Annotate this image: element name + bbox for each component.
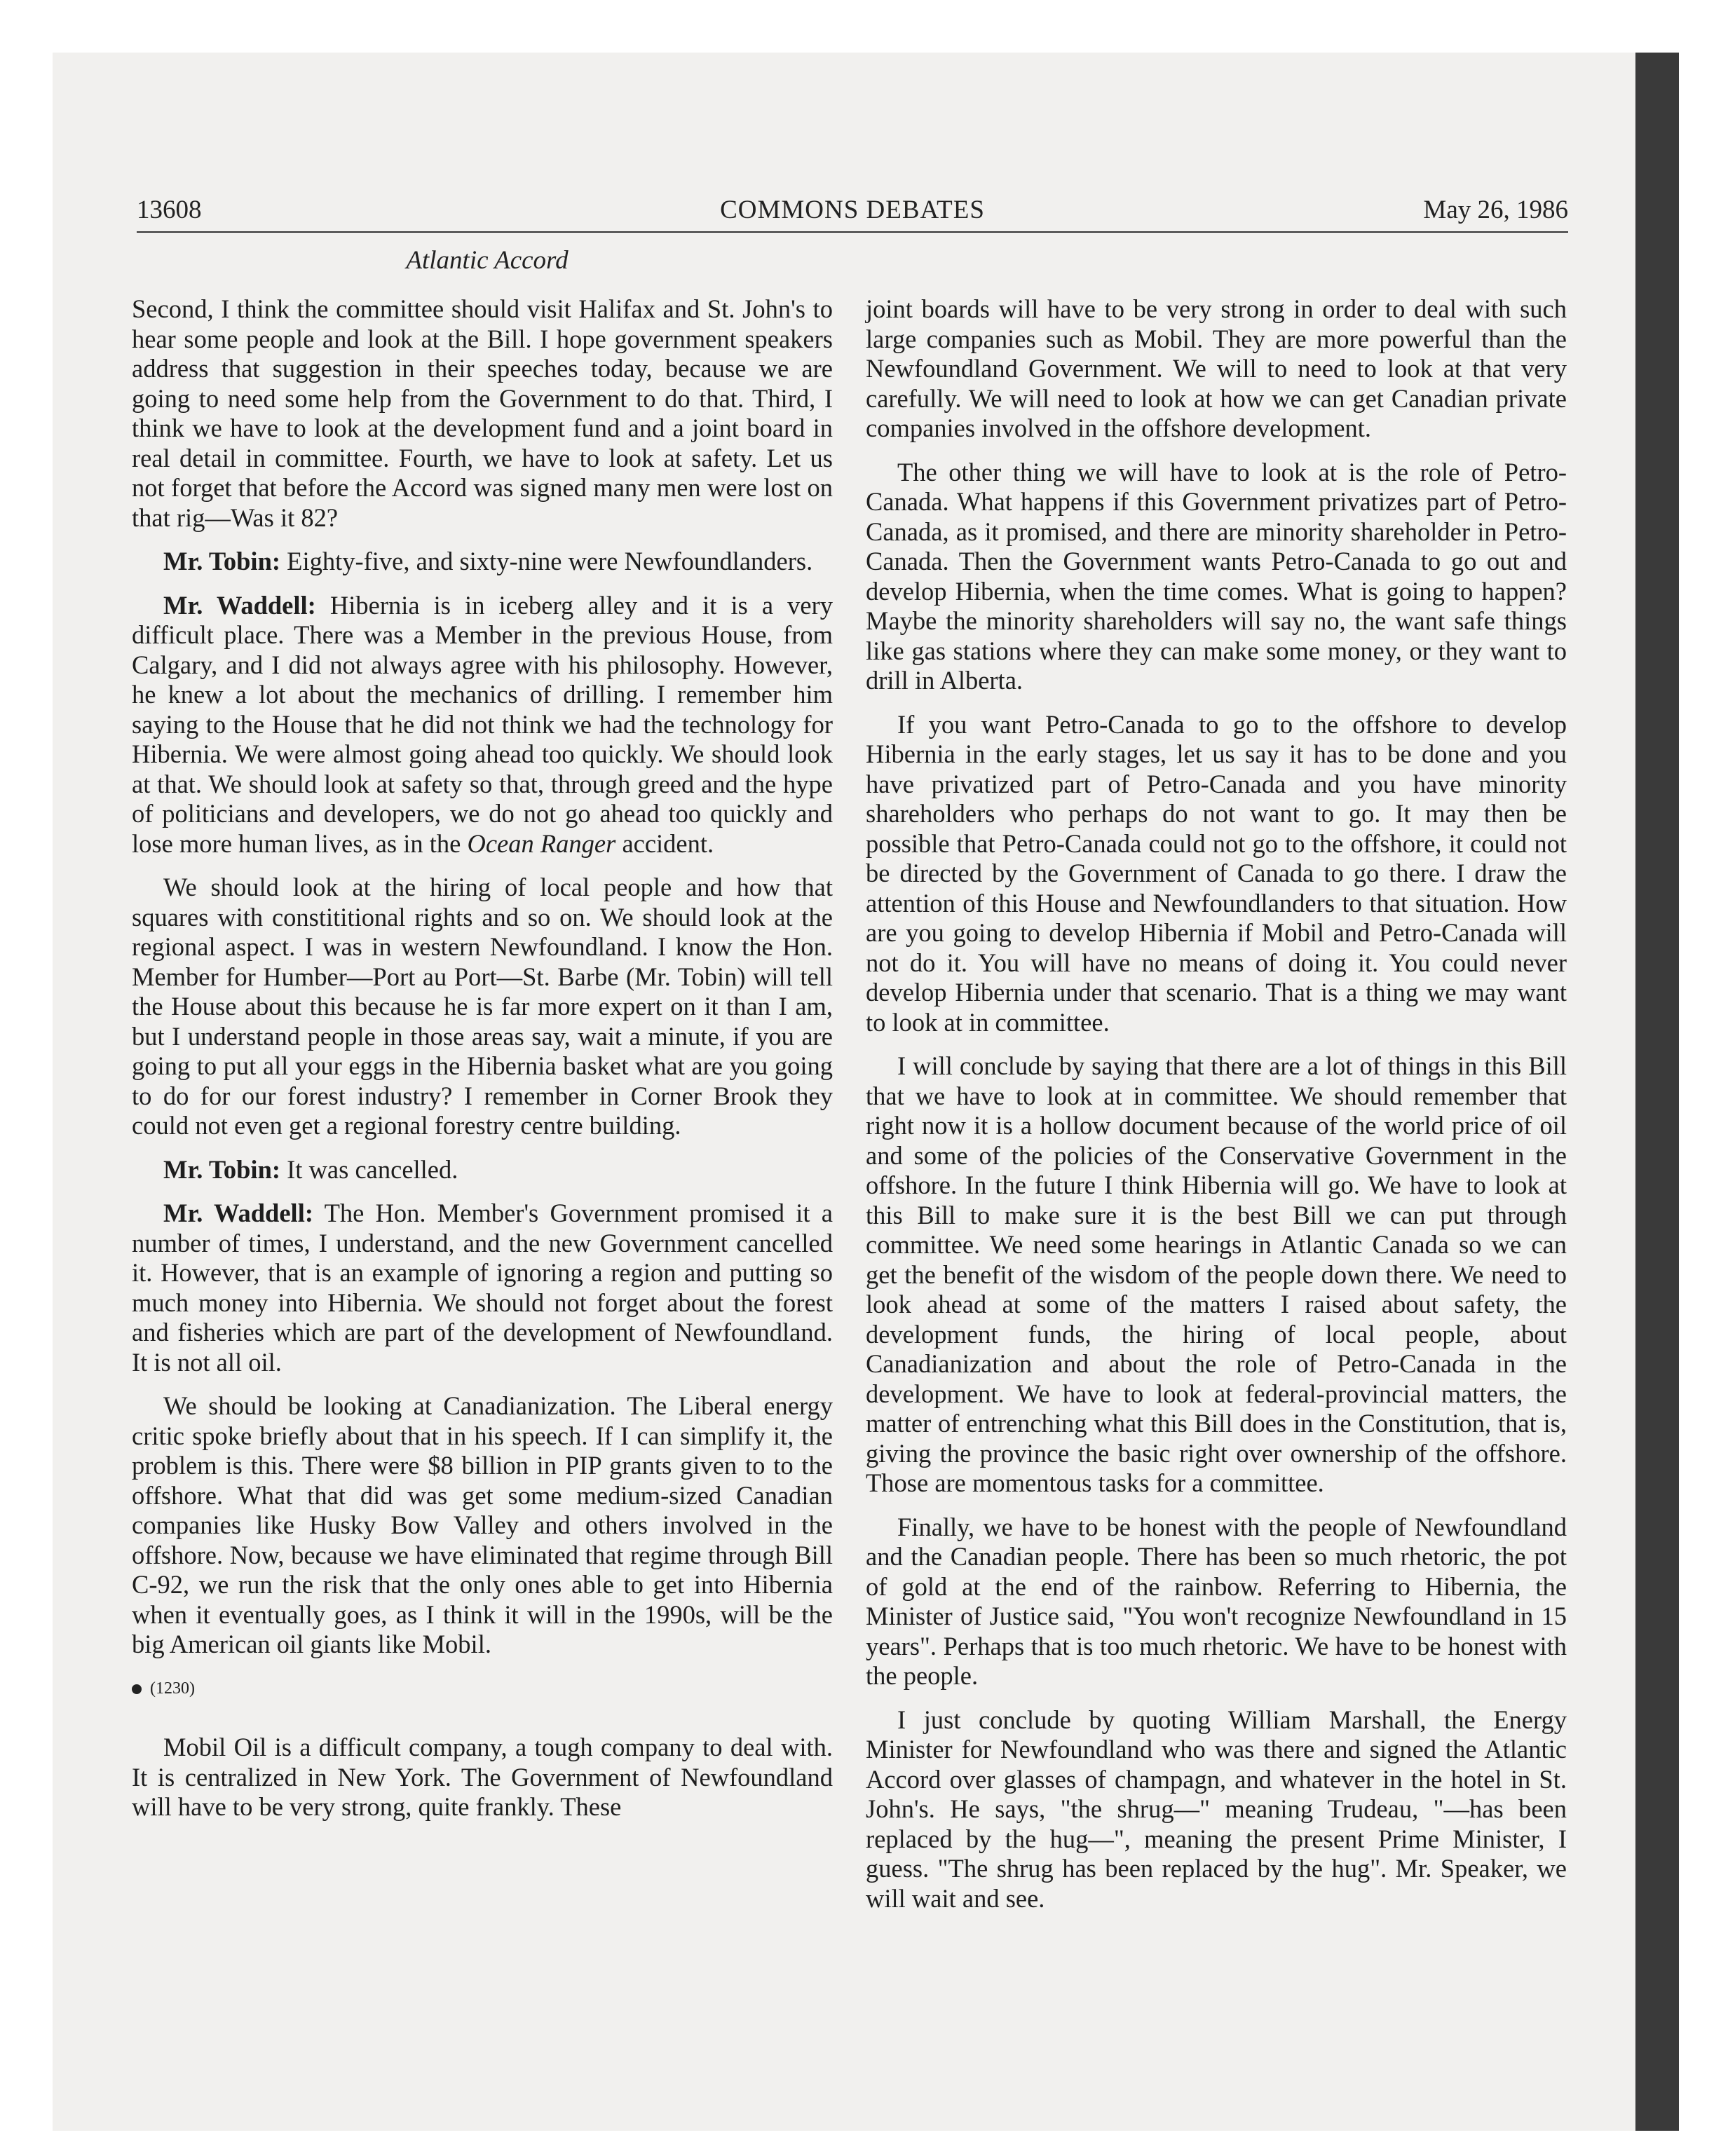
- speaker-name: Mr. Waddell:: [163, 1199, 313, 1227]
- speaker-name: Mr. Tobin:: [163, 1154, 281, 1184]
- paragraph: Second, I think the committee should visit Halifax and St. John's to hear some people and look at the Bill. I hope government speakers address that suggestion in their speeches today, because we are going to need some help from the Government to do that. Third, I think we have to look at the development fund and a joint board in real detail in committee. Fourth, we have to look at safety. Let us not forget that before the Accord was signed many men were lost on that rig—Was it 82?: [132, 294, 833, 532]
- timestamp: [132, 1674, 833, 1704]
- paragraph: I just conclude by quoting William Marshall, the Energy Minister for Newfoundland who was there and signed the Atlantic Accord over glasses of champagn, and whatever in the hotel in St. John's. He says, "the shrug—" meaning Trudeau, "—has been replaced by the hug—", meaning the present Prime Minister, I guess. "The shrug has been replaced by the hug". Mr. Speaker, we will wait and see.: [866, 1705, 1567, 1913]
- scan-edge-bar: [1635, 53, 1679, 2131]
- speaker-paragraph: [132, 1199, 833, 1377]
- speaker-paragraph: [132, 1155, 833, 1185]
- publication-title: COMMONS DEBATES: [720, 196, 985, 224]
- speaker-name: Mr. Waddell:: [163, 590, 316, 620]
- speaker-name: Mr. Tobin:: [163, 547, 281, 575]
- paragraph: We should look at the hiring of local people and how that squares with constititional rights and so on. We should look at the regional aspect. I was in western Newfoundland. I know the Hon. Member for Humber—Port au Port—St. Barbe (Mr. Tobin) will tell the House about this because he is far more expert on it than I am, but I understand people in those areas say, wait a minute, if you are going to put all your eggs in the Hibernia basket what are you going to do for our forest industry? I remember in Corner Brook they could not even get a regional forestry centre building.: [132, 873, 833, 1140]
- paragraph: If you want Petro-Canada to go to the offshore to develop Hibernia in the early stages, let us say it has to be done and you have privatized part of Petro-Canada and you have minority shareholders who perhaps do not want to go. It may then be possible that Petro-Canada could not go to the offshore, it could not be directed by the Government of Canada to go there. I draw the attention of this House and Newfoundlanders to that situation. How are you going to develop Hibernia if Mobil and Petro-Canada will not do it. You will have no means of doing it. You could never develop Hibernia under that scenario. That is a thing we may want to look at in committee.: [866, 709, 1567, 1037]
- paragraph: joint boards will have to be very strong in order to deal with such large companies such as Mobil. They are more powerful than the Newfoundland Government. We will to need to look at that very carefully. We will need to look at how we can get Canadian private companies involved in the offshore development.: [866, 294, 1567, 442]
- bullet-dot-icon: [132, 1684, 142, 1694]
- paragraph: We should be looking at Canadianization. The Liberal energy critic spoke briefly about that in his speech. If I can simplify it, the problem is this. There were $8 billion in PIP grants given to to the offshore. What that did was get some medium-sized Canadian companies like Husky Bow Valley and others involved in the offshore. Now, because we have eliminated that regime through Bill C-92, we run the risk that the only ones able to get into Hibernia when it eventually goes, as I think it will in the 1990s, will be the big American oil giants like Mobil.: [132, 1391, 833, 1658]
- page-number: 13608: [137, 196, 202, 224]
- paragraph: Finally, we have to be honest with the people of Newfoundland and the Canadian people. There has been so much rhetoric, the pot of gold at the end of the rainbow. Referring to Hibernia, the Minister of Justice said, "You won't recognize Newfoundland in 15 years". Perhaps that is too much rhetoric. We have to be honest with the people.: [866, 1512, 1567, 1690]
- speech-text: accident.: [615, 828, 714, 858]
- paragraph: I will conclude by saying that there are a lot of things in this Bill that we have to look at in committee. We should remember that right now it is a hollow document because of the world price of oil and some of the policies of the Conservative Government in the offshore. In the future I think Hibernia will go. We have to look at this Bill to make sure it is the best Bill we can put through committee. We need some hearings in Atlantic Canada so we can get the benefit of the wisdom of the people down there. We need to look ahead at some of the matters I raised about safety, the development funds, the hiring of local people, about Canadianization and about the role of Petro-Canada in the development. We have to look at federal-provincial matters, the matter of entrenching what this Bill does in the Constitution, that is, giving the province the basic right over ownership of the offshore. Those are momentous tasks for a committee.: [866, 1051, 1567, 1497]
- page-header: [137, 195, 1568, 233]
- right-column: [866, 294, 1567, 1928]
- speech-text: It was cancelled.: [280, 1154, 458, 1184]
- speech-text: Eighty-five, and sixty-nine were Newfoundlanders.: [280, 547, 813, 575]
- section-title: Atlantic Accord: [406, 246, 569, 275]
- speech-text: Hibernia is in iceberg alley and it is a very difficult place. There was a Member in the previous House, from Calgary, and I did not always agree with his philosophy. However, he knew a lot about the mechanics of drilling. I remember him saying to the House that he did not think we had the technology for Hibernia. We were almost going ahead too quickly. We should look at that. We should look at safety so that, through greed and the hype of politicians and developers, we do not go ahead too quickly and lose more human lives, as in the: [132, 590, 833, 858]
- left-column: [132, 294, 833, 1836]
- paragraph: Mobil Oil is a difficult company, a tough company to deal with. It is centralized in New York. The Government of Newfoundland will have to be very strong, quite frankly. These: [132, 1733, 833, 1821]
- timestamp-text: (1230): [150, 1679, 195, 1698]
- paragraph: The other thing we will have to look at is the role of Petro-Canada. What happens if this Government privatizes part of Petro-Canada, as it promised, and there are minority shareholder in Petro-Canada. Then the Government wants Petro-Canada to go out and develop Hibernia, when the time comes. What is going to happen? Maybe the minority shareholders will say no, the want safe things like gas stations where they can make some money, or they want to drill in Alberta.: [866, 457, 1567, 695]
- speaker-paragraph: [132, 591, 833, 859]
- speaker-paragraph: [132, 547, 833, 577]
- speech-text: The Hon. Member's Government promised it a number of times, I understand, and the new Government cancelled it. However, that is an example of ignoring a region and putting so much money into Hibernia. We should not forget about the forest and fisheries which are part of the development of Newfoundland. It is not all oil.: [132, 1199, 833, 1377]
- page-date: May 26, 1986: [1423, 196, 1568, 224]
- italic-text: Ocean Ranger: [467, 828, 616, 858]
